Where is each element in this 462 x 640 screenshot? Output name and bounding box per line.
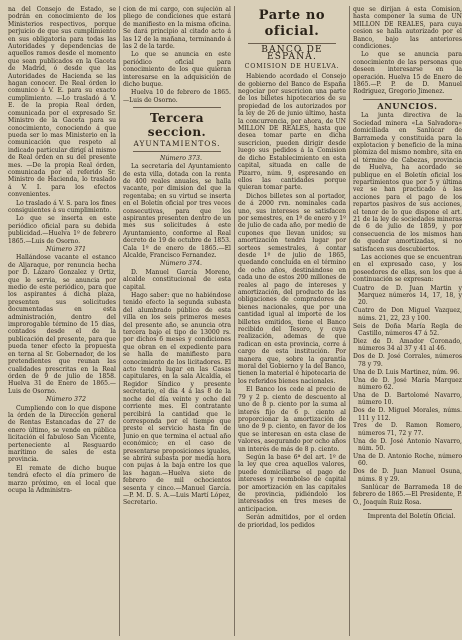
list-item: Una de D. Antonio Roche, número 60.	[353, 453, 462, 468]
paragraph: Dichos billetes son al portador, de á 2000 rvn. nominales cada uno, sus intereses se satisfacen por semestres, en 1º de enero y 1º de julio de cada año, por medio de cupones que llevan unidos; su amortización tendrá lugar por sorteos semestrales, á contar desde 1º de julio de 1865, quedando concluida en el término de ocho años, destinándose en cada uno de estos 200 millones de reales al pago de intereses y amortización, del producto de las obligaciones de compradores de bienes nacionales, que por una cantidad igual al importe de los billetes emitidos, tiene el Banco recibido del Tesoro, y cuya realización, ademas de que radican en esta provincia, corre á cargo de esta institución. Por manera que, sobre la garantía moral del Gobierno y la del Banco, tienen la material é hipotecaria de los referidos bienes nacionales.	[238, 192, 346, 385]
paragraph: na del Consejo de Estado, se podrán en conocimiento de los Ministerios respectivos, porque perjuicio de que sus cumplimiento en sus obligatoria para todas las Autoridades y dependencias de aquellos ramos desde el momento que sean publicados en la Gaceta de Madrid, ó desde que las Autoridades de Hacienda se las hagan conocer. De Real órden lo comunico á V. E. para su exacto cumplimiento. —Lo trasladó á V. E. de la propia Real órden, comunicada por el expresado Sr. Ministro de la Gaceta para su conocimiento, conociendo á que pueda ser lo mas Ministerio en la comunicación que respeto al indicado particular dirigí al mismo de Real órden en su del presente mes. —De la propia Real órden, comunicada por el referido Sr. Ministro de Hacienda, lo traslado á V. I. para los efectos convenientes.	[8, 6, 116, 199]
announcements-heading: ANUNCIOS.	[377, 100, 438, 111]
paragraph: Las acciones que se encuentran en el expresado caso, y los poseedores de ellas, son los que á continuación se expresan:	[353, 254, 462, 284]
column-4	[353, 6, 462, 636]
list-item: Dos de D. José Corrales, números 78 y 79.	[353, 353, 462, 368]
divider	[248, 43, 336, 44]
paragraph: La junta directiva de la Sociedad minera «La Salvadora» domiciliada en Sanlúcar de Barrameda y constituida para la explotacion y beneficio de la mina plomiza del mismo nombre, sita en el término de Cabezas, provincia de Huelva, ha acordado se publique en el Boletín oficial los repartimientos que por 5 y última vez se han practicado á las acciones para el pago de los repartos pasivos de sus acciones, el tenor de lo que dispone el art. 21 de la ley de sociedades mineras de 6 de julio de 1859, y por consecuencia de los mismos han de quedar amortizadas, si no satisfacen sus descubiertos.	[353, 112, 462, 253]
paragraph: Hallándose vacante el estanco de Aljaraque, por renuncia hecha por D. Lázaro Gonzalez y Ortiz, que le servia, se anuncia por medio de este periódico, para que los aspirantes á dicha plaza, presenten sus solicitudes documentadas en esta administración, dentro del improrogable término de 15 días, contados desde el de la publicación del presente, para que pueda tener efecto la propuesta en terna al Sr. Gobernador, de los pretendientes que reunan las cualidades prescritas en la Real órden de 9 de julio de 1858. Huelva 31 de Enero de 1865.—Luis de Osorno.	[8, 254, 116, 395]
commission-heading: COMISION DE HUELVA.	[244, 62, 340, 70]
paragraph: Lo que se inserta en este periódico oficial para su debida publicidad.—Huelva 1º de febrero 1865.—Luis de Osorno.	[8, 215, 116, 245]
paragraph: Sanlúcar de Barrameda 18 de febrero de 1865.—El Presidente, P. O., Joaquín Ruiz Rosa.	[353, 483, 462, 506]
divider	[363, 509, 452, 510]
section-title: Tercera seccion.	[147, 111, 207, 140]
section-subtitle: AYUNTAMIENTOS.	[133, 139, 221, 149]
notice-number: Número 373.	[159, 154, 203, 162]
paragraph: Huelva 10 de febrero de 1865.—Luis de Osorno.	[123, 89, 231, 104]
shareholder-list	[353, 285, 462, 484]
notice-number: Número 371	[45, 246, 87, 253]
list-item: Una de D. José Antonio Navarro, núm. 50.	[353, 437, 462, 453]
paragraph: El remate de dicho buque tendrá efecto el día primero de marzo próximo, en el local que ocupa la Administra-	[8, 464, 116, 494]
divider	[133, 151, 221, 152]
list-item: Una de D. José María Marquez número 62.	[353, 376, 462, 391]
paragraph: Habiendo acordado el Consejo de gobierno del Banco de España negociar por suscricion una parte de los billetes hipotecarios de su propiedad de los autorizados por la ley de 26 de junio último, hasta la concurrencia, por ahora, de UN MILLON DE REALES, hasta que desea tomar parte en dicha suscricion, pueden dirigir desde luego sus pedidos á la Comision de dicho Establecimiento en esta capital, situada en calle de Pizarro, núm. 9, espresando en ellos las cantidades porque quieran tomar parte.	[238, 73, 346, 192]
paragraph: Serán admitidos, por el orden de prioridad, los pedidos	[238, 514, 346, 529]
paragraph: que se dirijan á esta Comision, hasta componer la suma de UN MILLON DE REALES, para cuya cesion se halla autorizado por el Banco, bajo las anteriores condiciones.	[353, 6, 462, 51]
paragraph: Según la base 6ª del art. 1º de la ley que crea aquellos valores, puede domiciliarse el pago de intereses y reembolso de capital por amortización en las capitales de provincia, pidiéndolo los interesados en tres meses de anticipacion.	[238, 453, 346, 513]
list-item: Una de D. Bartolomé Navarro, número 10.	[353, 391, 462, 407]
notice-number: Número 374.	[159, 260, 203, 268]
column-2	[123, 6, 235, 636]
paragraph: Cumpliendo con lo que dispone la órden de la Dirección general de Rentas Estancadas de 27 de enero último, se vende en pública licitación el fabuloso San Vicente, perteneciente al Resguardo marítimo de sales de esta provincia.	[8, 404, 116, 464]
paragraph: Hago saber: que no habiéndose tenido efecto la segunda subasta del alumbrado público de esta villa en los seis primeros meses del presente año, se anuncia otra tercera bajo el tipo de 13000 rs. por dichos 6 meses y condiciones que obran en el expediente para se halla de manifiesto para conocimiento de los licitadores. El acto tendrá lugar en las Casas capitulares, en la sala Alcaldía, el Regidor Síndico y presente secretario, el dia 4 á las 8 de la noche del día veinte y ocho del corriente mes. El contratante percibirá la cantidad que le corresponda por el tiempo que preste el servicio hasta fin de Junio en que termina el actual año económico; en el caso de presentarse proposiciones iguales, se abrirá subasta por media hora con pujas á la baja entre los que las hagan.—Huelva siete de febrero de mil ochocientos sesenta y cinco.—Manuel García.—P. M. D. S. A.—Luis Martí López, Secretario.	[123, 292, 231, 507]
printer-imprint: Imprenta del Boletín Oficial.	[367, 512, 456, 520]
column-1	[8, 6, 120, 636]
list-item: Seis de Doña María Regla de Castillo, números 47 á 52.	[353, 322, 462, 338]
list-item: Dos de D. Juan Manuel Osuna, núms. 8 y 29.	[353, 468, 462, 483]
paragraph: Lo que se anuncia en este periódico oficial para conocimiento de los que quieran interesarse en la adquisición de dicho buque.	[123, 51, 231, 89]
divider	[363, 99, 452, 100]
notice-number: Número 372	[45, 396, 87, 404]
bank-heading: BANCO DE ESPAÑA.	[261, 45, 323, 63]
list-item: Cuatro de D. Juan Martin y Marquez números 14, 17, 18, y 20.	[353, 284, 462, 307]
section-title: Parte no oficial.	[258, 8, 326, 39]
list-item: Diez de D. Amador Coronado, números 34 al 37 y 41 al 46.	[353, 337, 462, 353]
paragraph: El Banco los cede al precio de 79 y 2 p. ciento de descuento al uno de 8 p. ciento por la suma al interés fijo de 6 p. ciento al proporcionar la amortización de uno de 9 p. ciento, en favor de los que se interesan en esta clase de valores, asegurando por ocho años un interés de más de 8 p. ciento.	[238, 386, 346, 453]
column-3	[238, 6, 350, 636]
paragraph: cion de mi cargo, con sujeción al pliego de condiciones que estará de manifiesto en la misma oficina. Se dará principio al citado acto á las 12 de la mañana, terminando á las 2 de la tarde.	[123, 6, 231, 51]
paragraph: La secretaría del Ayuntamiento de esta villa, dotada con la renta de 400 reales anuales, se halla vacante, por dimision del que la regentaba; en su virtud se inserta en el Boletín oficial por tres veces consecutivas, para que los aspirantes presenten dentro de un mes sus solicitudes á este Ayuntamiento, conforme al Real decreto de 19 de octubre de 1853. Cala 1º de enero de 1865.—El Alcalde, Francisco Fernandez.	[123, 163, 231, 259]
list-item: Cuatro de Don Miguel Vazquez, núms. 21, 22, 23 y 100.	[353, 307, 462, 322]
paragraph: D. Manuel García Moreno, alcalde constitucional de esta capital.	[123, 268, 231, 291]
list-item: Una de D. Luis Martinez, núm. 96.	[353, 368, 460, 376]
divider	[133, 107, 221, 108]
paragraph: Lo que se anuncia para conocimiento de las personas que deseen interesarse en la operación. Huelva 15 de Enero de 1865.—P. P. de D. Manuel Rodriguez, Gregorio Jimenez.	[353, 51, 462, 96]
list-item: Tres de D. Ramon Romero, números 71, 72 y 77.	[353, 422, 462, 437]
paragraph: Lo traslado á V. S. para los fines consiguientes á su cumplimiento.	[8, 199, 116, 214]
list-item: Dos de D. Miguel Morales, núms. 111 y 112.	[353, 407, 462, 422]
